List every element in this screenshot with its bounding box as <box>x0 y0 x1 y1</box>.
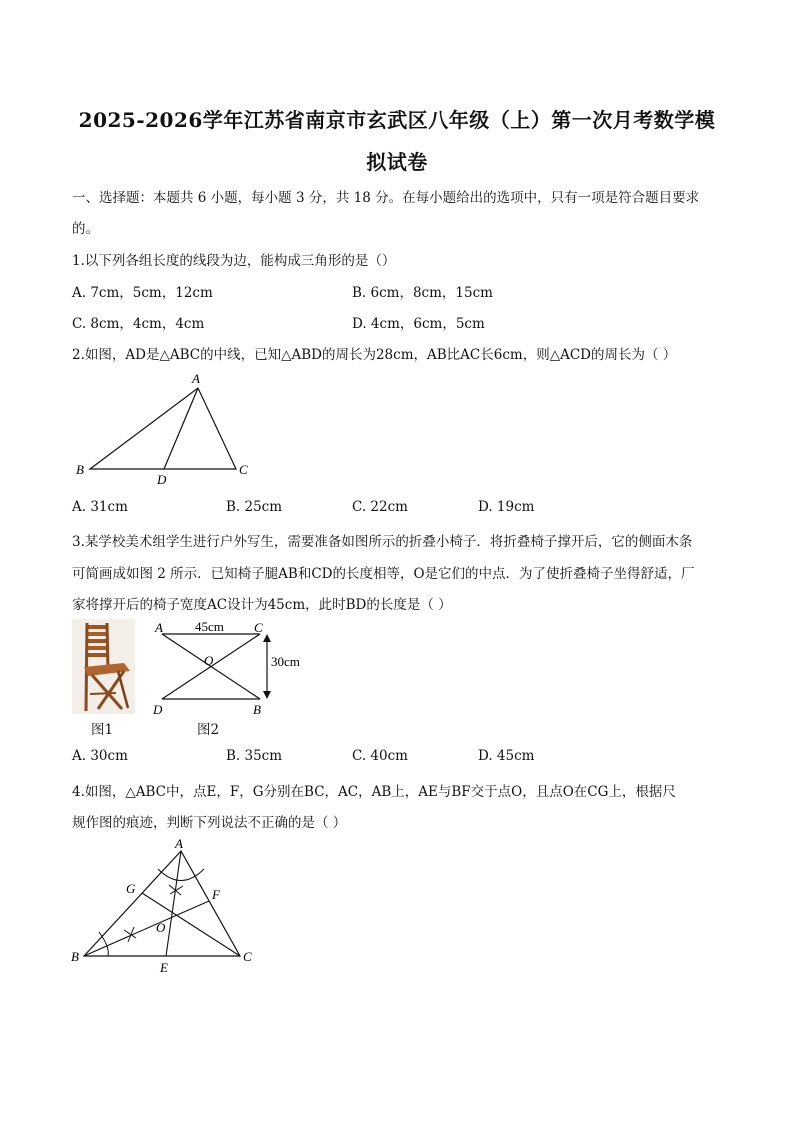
label-f: F <box>212 887 220 902</box>
section1-instruction-line2: 的。 <box>72 221 99 237</box>
label-c: C <box>254 620 263 635</box>
exam-title-line2: 拟试卷 <box>366 150 428 174</box>
label-o: O <box>204 653 214 668</box>
q1-option-a: A. 7cm，5cm，12cm <box>72 285 213 301</box>
label-a: A <box>155 620 163 635</box>
q3-option-a: A. 30cm <box>72 748 128 764</box>
label-c: C <box>243 949 252 964</box>
figure1-caption: 图1 <box>91 722 114 738</box>
label-c: C <box>239 462 248 477</box>
section1-instruction-line1: 一、选择题：本题共 6 小题，每小题 3 分，共 18 分。在每小题给出的选项中，只有一项是符合题目要求 <box>72 190 700 206</box>
q3-stem-line2: 可简画成如图 2 所示．已知椅子腿AB和CD的长度相等，O是它们的中点．为了使折叠椅子坐得舒适，厂 <box>72 566 695 582</box>
folding-chair-icon <box>72 619 135 714</box>
label-b: B <box>71 949 79 964</box>
segment-bf <box>84 901 209 956</box>
label-30cm: 30cm <box>271 654 300 669</box>
figure2-caption: 图2 <box>197 722 220 738</box>
q3-option-b: B. 35cm <box>226 748 283 764</box>
q3-option-d: D. 45cm <box>478 748 535 764</box>
q1-option-b: B. 6cm，8cm，15cm <box>352 285 493 301</box>
q1-stem: 1.以下列各组长度的线段为边，能构成三角形的是（） <box>72 253 396 269</box>
label-45cm: 45cm <box>195 619 224 634</box>
label-g: G <box>126 881 136 896</box>
label-o: O <box>156 920 166 935</box>
segment-ae <box>166 851 181 956</box>
label-d: D <box>157 472 167 487</box>
q2-option-b: B. 25cm <box>226 499 283 515</box>
label-a: A <box>192 371 200 386</box>
q3-stem-line3: 家将撑开后的椅子宽度AC设计为45cm，此时BD的长度是（ ） <box>72 597 452 613</box>
q3-stem-line1: 3.某学校美术组学生进行户外写生，需要准备如图所示的折叠小椅子．将折叠椅子撑开后，它的侧面木条 <box>72 534 693 550</box>
label-b: B <box>253 702 261 717</box>
q1-option-c: C. 8cm，4cm，4cm <box>72 316 205 332</box>
q1-option-d: D. 4cm，6cm，5cm <box>352 316 485 332</box>
folding-chair-image <box>72 619 135 714</box>
label-d: D <box>153 702 163 717</box>
q4-construction-figure <box>66 834 266 974</box>
label-a: A <box>175 836 183 851</box>
q2-option-d: D. 19cm <box>478 499 535 515</box>
arrow-down-icon <box>263 691 271 699</box>
q3-figure2-diagram <box>150 618 320 718</box>
triangle-abc <box>84 851 240 956</box>
q4-stem-line2: 规作图的痕迹，判断下列说法不正确的是（ ） <box>72 815 347 831</box>
triangle-abc <box>90 388 236 469</box>
q2-triangle-figure <box>70 368 270 488</box>
q4-stem-line1: 4.如图，△ABC中，点E，F，G分别在BC，AC，AB上，AE与BF交于点O，且点O在CG上，根据尺 <box>72 784 676 800</box>
q3-option-c: C. 40cm <box>352 748 408 764</box>
q2-option-a: A. 31cm <box>72 499 128 515</box>
q2-stem: 2.如图，AD是△ABC的中线，已知△ABD的周长为28cm，AB比AC长6cm，则△ACD的周长为（ ） <box>72 347 677 363</box>
q2-option-c: C. 22cm <box>352 499 408 515</box>
arrow-up-icon <box>263 634 271 642</box>
label-b: B <box>76 462 84 477</box>
label-e: E <box>160 960 168 974</box>
exam-title-line1: 2025-2026学年江苏省南京市玄武区八年级（上）第一次月考数学模 <box>78 108 716 132</box>
